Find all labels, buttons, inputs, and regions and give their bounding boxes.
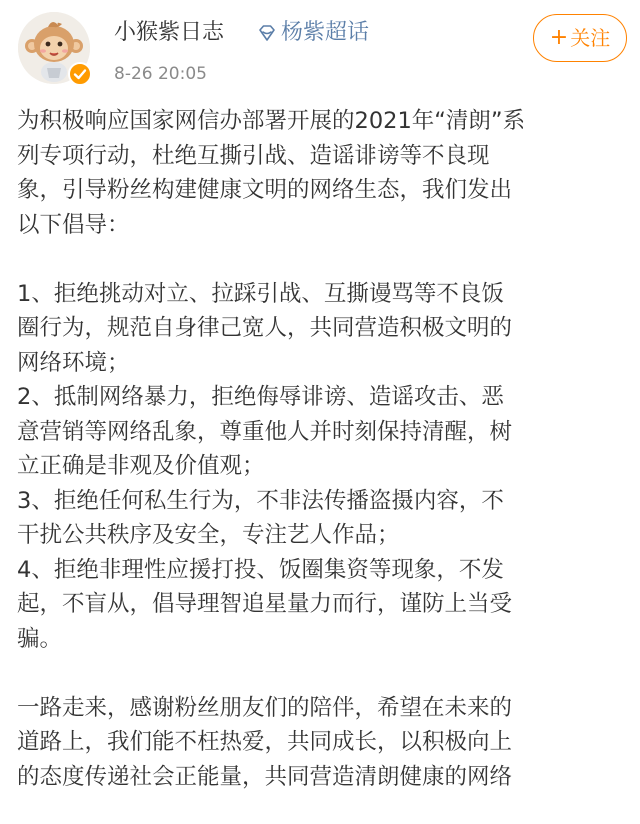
super-topic-link[interactable]	[257, 18, 369, 48]
post-header	[0, 0, 640, 96]
post-text-line: 为积极响应国家网信办部署开展的2021年“清朗”系	[17, 108, 526, 134]
post-text-line: 网络环境；	[17, 349, 130, 376]
super-topic-label: 杨紫超话	[281, 20, 370, 45]
plus-icon: +	[549, 25, 569, 50]
post-text-line: 意营销等网络乱象，尊重他人并时刻保持清醒，树	[17, 418, 513, 445]
post-timestamp: 8-26 20:05	[114, 64, 207, 84]
verified-badge-icon	[68, 62, 92, 86]
diamond-topic-icon	[257, 23, 277, 43]
post-text-line: 干扰公共秩序及安全，专注艺人作品；	[17, 522, 400, 548]
paragraph-gap	[17, 242, 627, 277]
post-text-line: 4、拒绝非理性应援打投、饭圈集资等现象，不发	[17, 556, 504, 583]
post-text-line: 象，引导粉丝构建健康文明的网络生态，我们发出	[17, 177, 513, 203]
paragraph-gap	[17, 656, 627, 691]
post-text-line: 以下倡导：	[17, 211, 130, 238]
follow-button[interactable]	[533, 14, 627, 62]
post-text-line: 1、拒绝挑动对立、拉踩引战、互撕谩骂等不良饭	[17, 280, 504, 307]
post-text-line: 一路走来，感谢粉丝朋友们的陪伴，希望在未来的	[17, 694, 513, 721]
post-body	[17, 104, 627, 794]
post-text-line: 圈行为，规范自身律己宽人，共同营造积极文明的	[17, 315, 513, 341]
post-text-line: 立正确是非观及价值观；	[17, 453, 265, 479]
post-text-line: 2、抵制网络暴力，拒绝侮辱诽谤、造谣攻击、恶	[17, 384, 504, 410]
post-text-line: 道路上，我们能不枉热爱，共同成长，以积极向上	[17, 729, 513, 755]
follow-label: 关注	[570, 26, 611, 50]
post-text-line: 列专项行动，杜绝互撕引战、造谣诽谤等不良现	[17, 142, 490, 169]
post-text-line: 3、拒绝任何私生行为，不非法传播盗摄内容，不	[17, 487, 504, 514]
post-text-line: 的态度传递社会正能量，共同营造清朗健康的网络	[17, 763, 513, 790]
post-text-line: 骗。	[17, 625, 63, 652]
post-text-line: 起，不盲从，倡导理智追星量力而行，谨防上当受	[17, 591, 513, 617]
author-name[interactable]: 小猴紫日志	[114, 20, 225, 45]
